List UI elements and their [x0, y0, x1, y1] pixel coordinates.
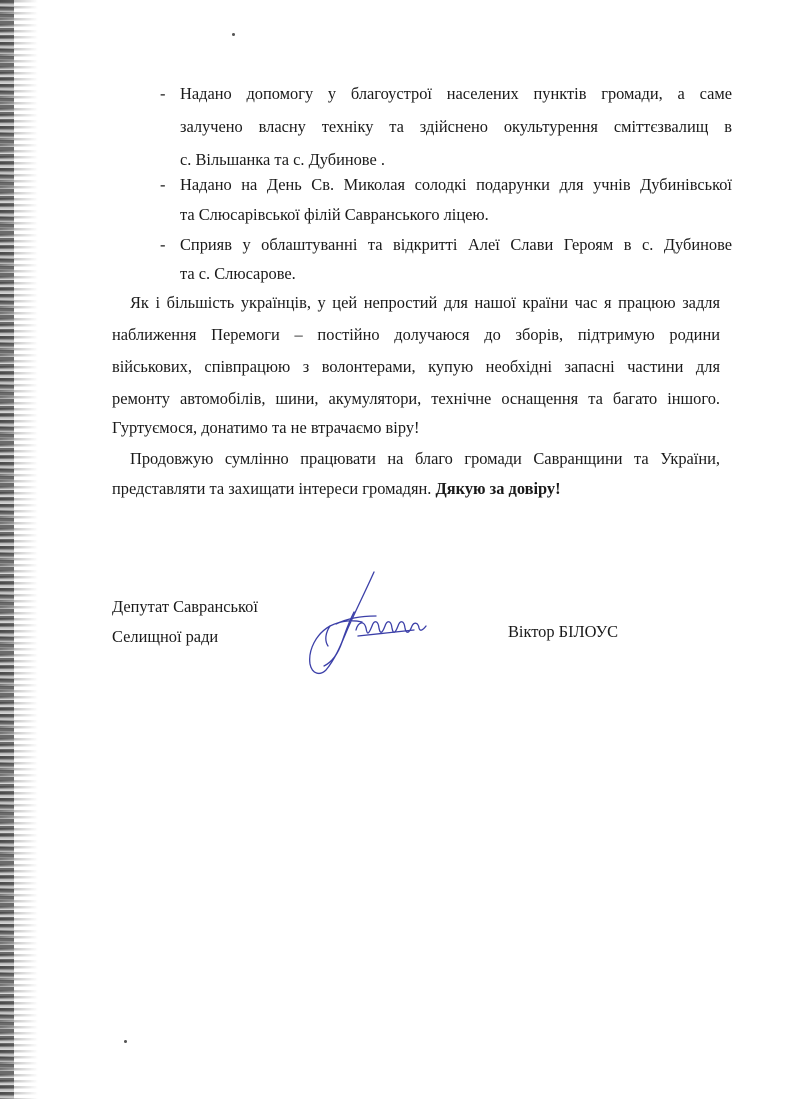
signer-title-line2: Селищної ради — [112, 627, 219, 646]
paragraph-line: наближення Перемоги – постійно долучаюся до зборів, підтримую родини — [112, 325, 720, 344]
bullet-dash: - — [160, 175, 166, 194]
handwritten-signature — [296, 570, 436, 680]
paragraph-line: ремонту автомобілів, шини, акумулятори, технічне оснащення та багато іншого. — [112, 389, 720, 408]
signer-title-line1: Депутат Савранської — [112, 597, 258, 616]
bullet-line: Надано на День Св. Миколая солодкі подарунки для учнів Дубинівської — [180, 175, 732, 194]
signer-name: Віктор БІЛОУС — [508, 622, 619, 641]
scan-speck — [124, 1040, 127, 1043]
bullet-line: та с. Слюсарове. — [180, 264, 296, 283]
paragraph-line: Продовжую сумлінно працювати на благо громади Савранщини та України, — [130, 449, 720, 468]
bullet-line: та Слюсарівської філій Савранського ліцею. — [180, 205, 489, 224]
scan-speck — [232, 33, 235, 36]
bullet-line: Сприяв у облаштуванні та відкритті Алеї Слави Героям в с. Дубинове — [180, 235, 732, 254]
paragraph-text: представляти та захищати інтереси громадян. — [112, 479, 436, 498]
scan-edge-noise — [0, 0, 38, 1099]
bullet-dash: - — [160, 84, 166, 103]
bullet-line: залучено власну техніку та здійснено окультурення сміттєзвалищ в — [180, 117, 732, 136]
bullet-line: с. Вільшанка та с. Дубинове . — [180, 150, 385, 169]
bullet-dash: - — [160, 235, 166, 254]
paragraph-line: Як і більшість українців, у цей непростий для нашої країни час я працюю задля — [130, 293, 720, 312]
paragraph-line: військових, співпрацюю з волонтерами, купую необхідні запасні частини для — [112, 357, 720, 376]
paragraph-line: Гуртуємося, донатимо та не втрачаємо віру! — [112, 418, 420, 437]
thanks-bold-text: Дякую за довіру! — [435, 479, 561, 498]
bullet-line: Надано допомогу у благоустрої населених пунктів громади, а саме — [180, 84, 732, 103]
paragraph-line — [112, 479, 720, 499]
